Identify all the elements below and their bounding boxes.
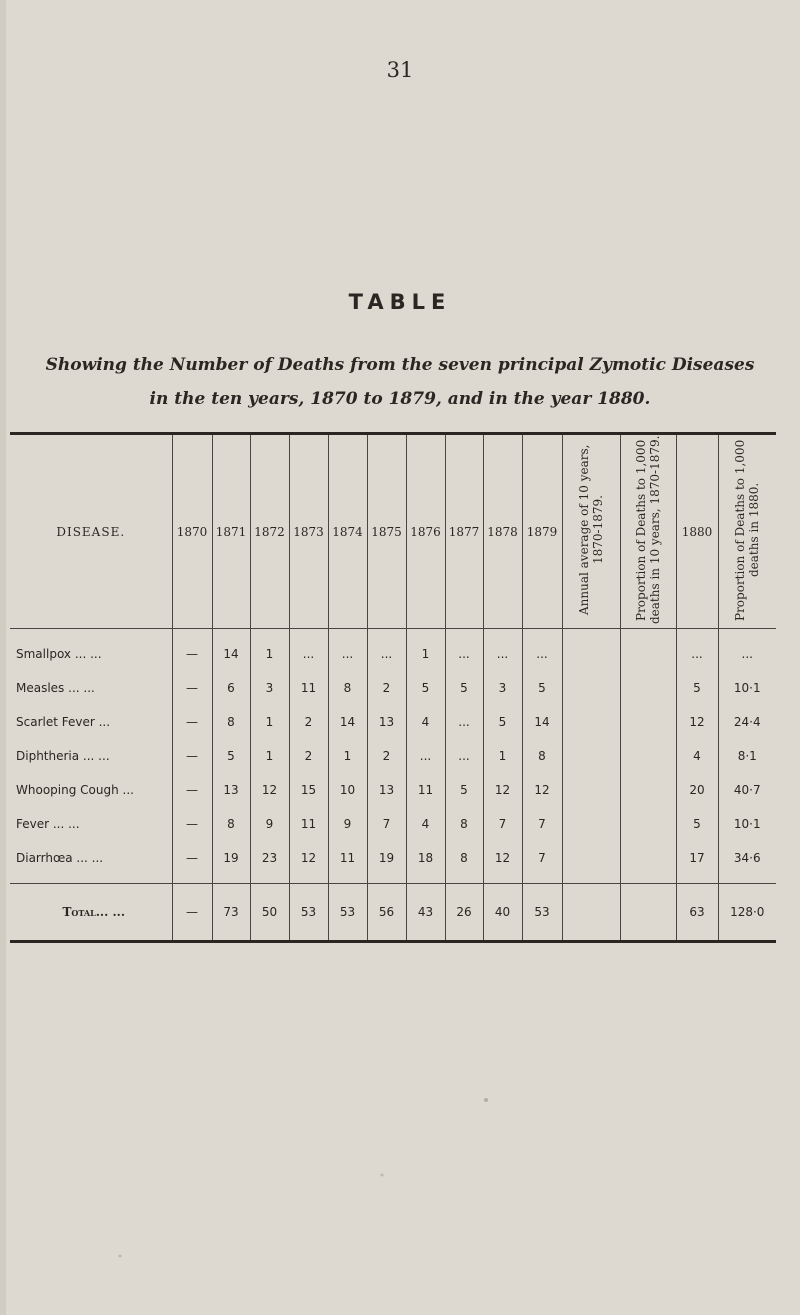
annual-average-value [562,773,620,807]
year-value: 8 [445,807,483,841]
header-annual-average-label: Annual average of 10 years, 1870-1879. [577,444,605,616]
year-1880-value: 5 [676,807,718,841]
header-row [10,434,776,629]
header-year: 1878 [483,434,522,629]
disease-name: Scarlet Fever ... [16,715,111,729]
year-value: 11 [406,773,445,807]
year-value: 43 [406,884,445,942]
year-value: 2 [367,671,406,705]
year-value: — [172,671,212,705]
year-value: 13 [212,773,250,807]
proportion-1880-value: 128·0 [718,884,776,942]
year-value: 1 [483,739,522,773]
proportion-1880-value: 40·7 [718,773,776,807]
page-number: 31 [386,58,414,82]
table-title: TABLE [348,290,452,314]
spacer-row [10,875,776,884]
year-1880-value: 20 [676,773,718,807]
year-value: ... [367,637,406,671]
year-value: 2 [289,705,328,739]
year-value: 15 [289,773,328,807]
deaths-table-container [10,432,776,943]
proportion-1880-value: ... [718,637,776,671]
year-value: 3 [250,671,289,705]
header-year: 1871 [212,434,250,629]
year-value: 7 [522,807,562,841]
header-year: 1874 [328,434,367,629]
year-value: 1 [406,637,445,671]
year-value: 11 [289,671,328,705]
subtitle-line-1: Showing the Number of Deaths from the seven principal Zymotic Diseases [45,355,755,375]
year-value: — [172,637,212,671]
year-value: 56 [367,884,406,942]
year-value: 12 [250,773,289,807]
year-value: — [172,807,212,841]
disease-name: Whooping Cough ... [16,783,134,797]
year-value: 12 [522,773,562,807]
year-value: ... [406,739,445,773]
annual-average-value [562,807,620,841]
year-value: 5 [522,671,562,705]
header-proportion-10yr [620,434,676,629]
year-value: 3 [483,671,522,705]
header-year: 1879 [522,434,562,629]
year-value: — [172,739,212,773]
year-value: 23 [250,841,289,875]
year-value: ... [328,637,367,671]
annual-average-value [562,637,620,671]
proportion-10yr-value [620,884,676,942]
year-value: 5 [483,705,522,739]
proportion-1880-value: 8·1 [718,739,776,773]
header-year-1880: 1880 [676,434,718,629]
year-value: ... [445,637,483,671]
annual-average-value [562,884,620,942]
year-value: 14 [522,705,562,739]
year-value: 53 [522,884,562,942]
spacer-row [10,629,776,638]
proportion-1880-value: 34·6 [718,841,776,875]
year-value: — [172,773,212,807]
year-value: 14 [328,705,367,739]
year-1880-value: 4 [676,739,718,773]
proportion-1880-value: 10·1 [718,671,776,705]
year-value: 5 [445,773,483,807]
year-value: 6 [212,671,250,705]
year-value: 12 [289,841,328,875]
disease-name: Fever ... ... [16,817,80,831]
year-value: 1 [250,739,289,773]
year-value: 18 [406,841,445,875]
year-value: 53 [289,884,328,942]
year-value: 8 [212,705,250,739]
header-year: 1875 [367,434,406,629]
header-year: 1877 [445,434,483,629]
year-value: — [172,841,212,875]
year-value: 8 [445,841,483,875]
header-proportion-10yr-label: Proportion of Deaths to 1,000 deaths in 10 years, 1870-1879. [634,435,662,625]
year-value: 53 [328,884,367,942]
year-value: 12 [483,773,522,807]
year-value: ... [289,637,328,671]
year-value: 5 [212,739,250,773]
year-1880-value: ... [676,637,718,671]
proportion-10yr-value [620,773,676,807]
year-value: 5 [406,671,445,705]
header-annual-average [562,434,620,629]
year-value: 4 [406,705,445,739]
disease-name: Measles ... ... [16,681,95,695]
header-year: 1876 [406,434,445,629]
annual-average-value [562,739,620,773]
year-value: 7 [522,841,562,875]
year-value: 1 [328,739,367,773]
annual-average-value [562,705,620,739]
year-value: 11 [328,841,367,875]
header-proportion-1880 [718,434,776,629]
year-1880-value: 17 [676,841,718,875]
disease-name: Diphtheria ... ... [16,749,110,763]
year-value: — [172,705,212,739]
year-value: ... [522,637,562,671]
year-value: ... [445,705,483,739]
year-value: 8 [522,739,562,773]
year-value: 8 [212,807,250,841]
total-row [10,884,776,942]
proportion-10yr-value [620,671,676,705]
year-value: 4 [406,807,445,841]
year-value: — [172,884,212,942]
header-year: 1873 [289,434,328,629]
year-1880-value: 63 [676,884,718,942]
year-value: 2 [289,739,328,773]
table-row [10,637,776,671]
header-year: 1870 [172,434,212,629]
year-value: 40 [483,884,522,942]
disease-name: Smallpox ... ... [16,647,102,661]
year-value: 5 [445,671,483,705]
year-value: 50 [250,884,289,942]
year-1880-value: 12 [676,705,718,739]
year-value: 12 [483,841,522,875]
table-subtitle [0,348,800,416]
table-body [10,629,776,942]
year-value: ... [483,637,522,671]
year-value: 19 [367,841,406,875]
year-value: 26 [445,884,483,942]
year-value: 13 [367,773,406,807]
annual-average-value [562,671,620,705]
annual-average-value [562,841,620,875]
year-1880-value: 5 [676,671,718,705]
header-year: 1872 [250,434,289,629]
year-value: 1 [250,637,289,671]
year-value: 8 [328,671,367,705]
year-value: 11 [289,807,328,841]
year-value: 73 [212,884,250,942]
proportion-10yr-value [620,841,676,875]
year-value: 9 [328,807,367,841]
deaths-table [10,432,776,943]
header-disease: DISEASE. [10,434,172,629]
year-value: 19 [212,841,250,875]
proportion-1880-value: 10·1 [718,807,776,841]
year-value: ... [445,739,483,773]
header-proportion-1880-label: Proportion of Deaths to 1,000 deaths in 1880. [733,439,762,621]
table-row [10,773,776,807]
year-value: 14 [212,637,250,671]
year-value: 7 [483,807,522,841]
table-row [10,807,776,841]
year-value: 9 [250,807,289,841]
table-row [10,841,776,875]
year-value: 1 [250,705,289,739]
year-value: 10 [328,773,367,807]
table-row [10,705,776,739]
disease-name: Diarrhœa ... ... [16,851,104,865]
proportion-1880-value: 24·4 [718,705,776,739]
year-value: 13 [367,705,406,739]
subtitle-line-2: in the ten years, 1870 to 1879, and in the year 1880. [149,389,651,409]
proportion-10yr-value [620,739,676,773]
proportion-10yr-value [620,807,676,841]
proportion-10yr-value [620,637,676,671]
total-label: Total... ... [10,884,172,942]
year-value: 7 [367,807,406,841]
table-row [10,739,776,773]
table-row [10,671,776,705]
year-value: 2 [367,739,406,773]
proportion-10yr-value [620,705,676,739]
